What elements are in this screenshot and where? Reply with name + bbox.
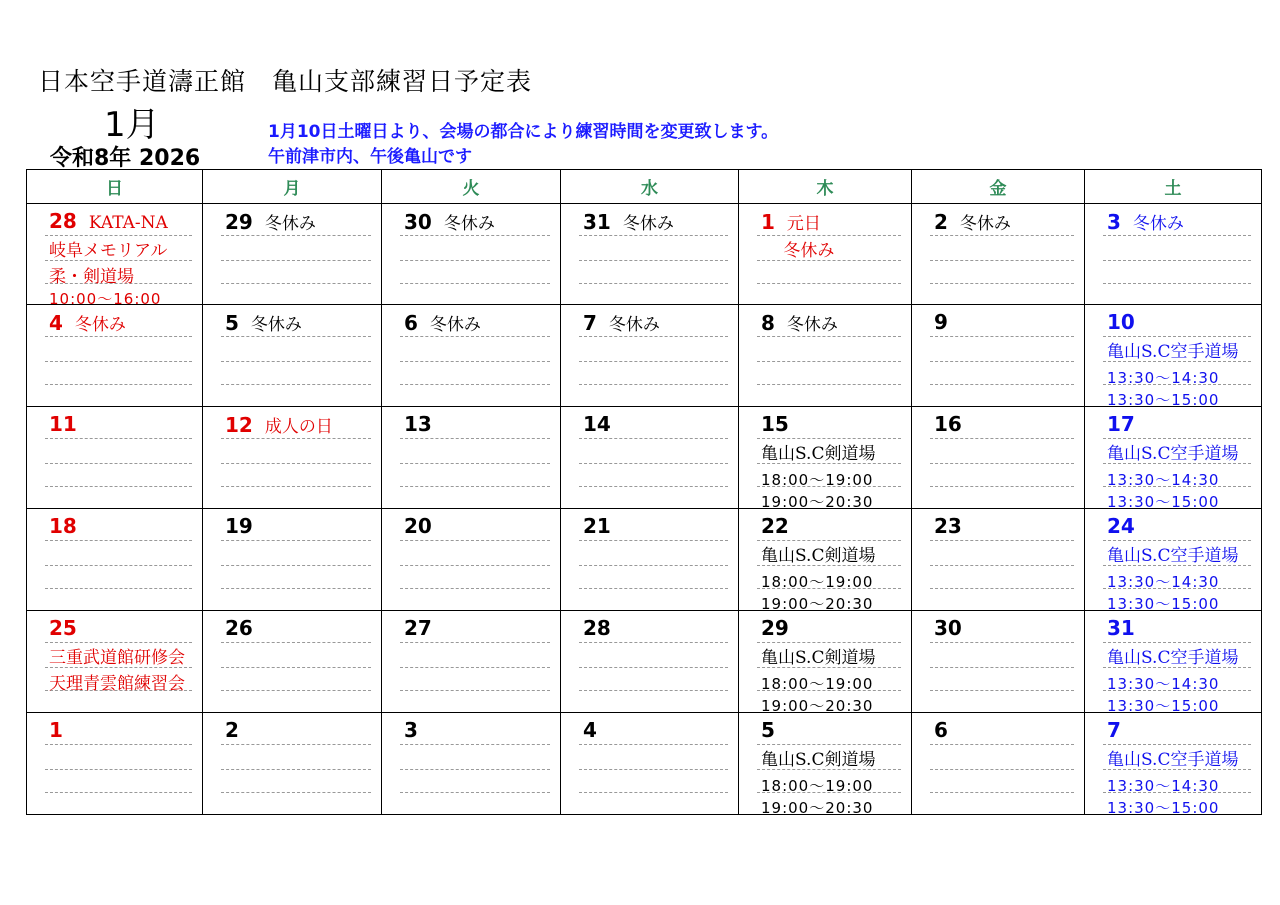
- event-time: 19:00〜20:30: [761, 493, 874, 511]
- day-number-text: 9: [934, 310, 948, 334]
- day-cell: [561, 305, 739, 407]
- day-number: [583, 514, 611, 538]
- day-cell: [739, 611, 912, 713]
- day-number-text: 22: [761, 514, 789, 538]
- day-number-text: 3: [1107, 210, 1121, 234]
- day-cell: [382, 305, 561, 407]
- event-time: 13:30〜15:00: [1107, 799, 1220, 817]
- event-time: 18:00〜19:00: [761, 777, 874, 795]
- day-number-text: 8: [761, 311, 775, 335]
- day-number-text: 30: [934, 616, 962, 640]
- day-number: [225, 209, 316, 234]
- day-label: 冬休み: [429, 315, 481, 335]
- day-number: [761, 718, 775, 742]
- day-label: 冬休み: [443, 214, 495, 234]
- event-time: 19:00〜20:30: [761, 799, 874, 817]
- event-text: 柔・剣道場: [49, 267, 134, 287]
- day-number: [583, 209, 674, 234]
- day-cell: [739, 204, 912, 305]
- day-number: [934, 718, 948, 742]
- day-number-text: 16: [934, 412, 962, 436]
- day-number: [583, 310, 660, 335]
- day-number-text: 21: [583, 514, 611, 538]
- day-number: [761, 514, 789, 538]
- day-number-text: 3: [404, 718, 418, 742]
- day-number-text: 24: [1107, 514, 1135, 538]
- day-cell: [561, 611, 739, 713]
- day-cell: [1085, 204, 1262, 305]
- day-number: [49, 718, 63, 742]
- day-number: [761, 209, 821, 234]
- day-number-text: 18: [49, 514, 77, 538]
- day-number-text: 1: [49, 718, 63, 742]
- week-row: [27, 713, 1262, 815]
- day-cell: [561, 407, 739, 509]
- day-label: 冬休み: [250, 315, 302, 335]
- day-number-text: 31: [583, 210, 611, 234]
- day-number: [49, 412, 77, 436]
- week-row: [27, 611, 1262, 713]
- event-text: 亀山S.C空手道場: [1107, 750, 1239, 770]
- day-number: [934, 514, 962, 538]
- calendar-table: [26, 169, 1262, 815]
- day-number: [225, 718, 239, 742]
- day-number: [49, 514, 77, 538]
- day-cell: [27, 204, 203, 308]
- day-number: [49, 310, 126, 335]
- day-cell: [203, 611, 382, 713]
- event-text: 亀山S.C空手道場: [1107, 342, 1239, 362]
- day-number: [583, 616, 611, 640]
- event-time: 13:30〜15:00: [1107, 595, 1220, 613]
- week-row: [27, 204, 1262, 305]
- event-time: 13:30〜14:30: [1107, 777, 1220, 795]
- day-number-text: 25: [49, 616, 77, 640]
- day-number-text: 6: [404, 311, 418, 335]
- event-text: 亀山S.C空手道場: [1107, 546, 1239, 566]
- day-number: [934, 310, 948, 334]
- event-text: 亀山S.C剣道場: [761, 648, 876, 668]
- weekday-header: 日: [27, 170, 203, 204]
- day-number-text: 23: [934, 514, 962, 538]
- day-cell: [1085, 407, 1262, 509]
- event-text: 亀山S.C空手道場: [1107, 648, 1239, 668]
- day-number-text: 27: [404, 616, 432, 640]
- day-cell: [561, 204, 739, 305]
- event-text: 亀山S.C剣道場: [761, 444, 876, 464]
- event-text: 亀山S.C空手道場: [1107, 444, 1239, 464]
- event-time: 18:00〜19:00: [761, 675, 874, 693]
- day-cell: [382, 611, 561, 713]
- event-text: 岐阜メモリアル: [49, 241, 168, 261]
- day-number-text: 6: [934, 718, 948, 742]
- day-label: 冬休み: [1132, 214, 1184, 234]
- notice-line: 1月10日土曜日より、会場の都合により練習時間を変更致します。: [268, 122, 779, 142]
- day-number: [761, 310, 838, 335]
- event-time: 13:30〜15:00: [1107, 493, 1220, 511]
- day-number-text: 12: [225, 413, 253, 437]
- day-cell: [1085, 305, 1262, 407]
- day-number-text: 17: [1107, 412, 1135, 436]
- day-cell: [27, 407, 203, 509]
- day-number-text: 29: [225, 210, 253, 234]
- day-label: 冬休み: [786, 315, 838, 335]
- day-number-text: 5: [761, 718, 775, 742]
- day-number-text: 29: [761, 616, 789, 640]
- event-text: 亀山S.C剣道場: [761, 546, 876, 566]
- day-label: 冬休み: [264, 214, 316, 234]
- day-number-text: 1: [761, 210, 775, 234]
- day-number: [1107, 412, 1135, 436]
- day-label: KATA-NA: [88, 213, 168, 233]
- event-time: 18:00〜19:00: [761, 471, 874, 489]
- event-time: 10:00〜16:00: [49, 290, 162, 308]
- day-number-text: 7: [1107, 718, 1121, 742]
- day-cell: [561, 713, 739, 815]
- era-year-label: 令和8年 2026: [50, 146, 201, 171]
- day-number-text: 11: [49, 412, 77, 436]
- day-number: [404, 718, 418, 742]
- event-text: 三重武道館研修会: [49, 648, 185, 668]
- day-number: [225, 514, 253, 538]
- day-number-text: 28: [583, 616, 611, 640]
- day-number-text: 30: [404, 210, 432, 234]
- day-cell: [912, 204, 1085, 305]
- day-number: [404, 514, 432, 538]
- event-text: 冬休み: [761, 241, 835, 261]
- page-title: 日本空手道濤正館 亀山支部練習日予定表: [38, 67, 533, 96]
- day-cell: [203, 204, 382, 305]
- day-cell: [1085, 713, 1262, 815]
- event-time: 13:30〜14:30: [1107, 675, 1220, 693]
- day-cell: [382, 407, 561, 509]
- day-cell: [203, 305, 382, 407]
- event-text: 亀山S.C剣道場: [761, 750, 876, 770]
- event-time: 13:30〜14:30: [1107, 369, 1220, 387]
- day-number-text: 4: [583, 718, 597, 742]
- day-cell: [739, 713, 912, 815]
- day-number-text: 31: [1107, 616, 1135, 640]
- day-cell: [561, 509, 739, 611]
- day-number-text: 19: [225, 514, 253, 538]
- day-cell: [1085, 509, 1262, 611]
- day-number: [934, 412, 962, 436]
- day-number: [1107, 514, 1135, 538]
- day-number-text: 20: [404, 514, 432, 538]
- day-number-text: 26: [225, 616, 253, 640]
- day-cell: [27, 713, 203, 815]
- day-number-text: 13: [404, 412, 432, 436]
- event-time: 18:00〜19:00: [761, 573, 874, 591]
- day-cell: [912, 407, 1085, 509]
- day-number: [225, 616, 253, 640]
- day-cell: [912, 611, 1085, 713]
- day-cell: [27, 509, 203, 611]
- week-row: [27, 305, 1262, 407]
- day-number: [49, 616, 77, 640]
- day-number: [934, 616, 962, 640]
- day-label: 成人の日: [264, 417, 333, 437]
- day-number: [49, 209, 168, 233]
- event-time: 13:30〜15:00: [1107, 697, 1220, 715]
- event-time: 13:30〜15:00: [1107, 391, 1220, 409]
- week-row: [27, 407, 1262, 509]
- day-label: 冬休み: [74, 315, 126, 335]
- day-label: 冬休み: [959, 214, 1011, 234]
- day-label: 元日: [786, 214, 821, 234]
- day-cell: [912, 509, 1085, 611]
- weekday-header: 水: [561, 170, 739, 204]
- day-number: [934, 209, 1011, 234]
- day-cell: [912, 713, 1085, 815]
- day-cell: [739, 509, 912, 611]
- day-cell: [739, 305, 912, 407]
- day-number-text: 14: [583, 412, 611, 436]
- weekday-header: 月: [203, 170, 382, 204]
- day-cell: [203, 509, 382, 611]
- day-number: [225, 412, 333, 437]
- notice-line: 午前津市内、午後亀山です: [268, 147, 472, 167]
- day-label: 冬休み: [622, 214, 674, 234]
- schedule-notice: [268, 120, 778, 170]
- day-number: [583, 718, 597, 742]
- day-cell: [203, 713, 382, 815]
- day-number: [1107, 209, 1184, 234]
- month-label: 1月: [104, 105, 160, 145]
- event-time: 19:00〜20:30: [761, 697, 874, 715]
- day-number: [404, 412, 432, 436]
- event-time: 13:30〜14:30: [1107, 471, 1220, 489]
- day-number: [404, 310, 481, 335]
- event-text: 天理青雲館練習会: [49, 674, 185, 694]
- day-cell: [382, 509, 561, 611]
- day-number: [1107, 310, 1135, 334]
- day-cell: [27, 611, 203, 713]
- day-number: [1107, 616, 1135, 640]
- day-number: [404, 616, 432, 640]
- day-cell: [382, 713, 561, 815]
- day-label: 冬休み: [608, 315, 660, 335]
- day-number-text: 5: [225, 311, 239, 335]
- day-number-text: 2: [225, 718, 239, 742]
- weekday-header: 木: [739, 170, 912, 204]
- day-cell: [27, 305, 203, 407]
- day-cell: [1085, 611, 1262, 713]
- day-number-text: 2: [934, 210, 948, 234]
- day-cell: [739, 407, 912, 509]
- day-number-text: 15: [761, 412, 789, 436]
- day-number: [583, 412, 611, 436]
- day-number: [761, 616, 789, 640]
- weekday-header: 火: [382, 170, 561, 204]
- day-number: [225, 310, 302, 335]
- event-time: 19:00〜20:30: [761, 595, 874, 613]
- day-number-text: 10: [1107, 310, 1135, 334]
- day-cell: [203, 407, 382, 509]
- event-time: 13:30〜14:30: [1107, 573, 1220, 591]
- day-cell: [382, 204, 561, 305]
- day-number: [404, 209, 495, 234]
- week-row: [27, 509, 1262, 611]
- day-number-text: 28: [49, 209, 77, 233]
- day-cell: [912, 305, 1085, 407]
- day-number: [1107, 718, 1121, 742]
- day-number-text: 7: [583, 311, 597, 335]
- day-number-text: 4: [49, 311, 63, 335]
- day-number: [761, 412, 789, 436]
- weekday-header: 金: [912, 170, 1085, 204]
- weekday-header: 土: [1085, 170, 1262, 204]
- weekday-header-row: [27, 170, 1262, 204]
